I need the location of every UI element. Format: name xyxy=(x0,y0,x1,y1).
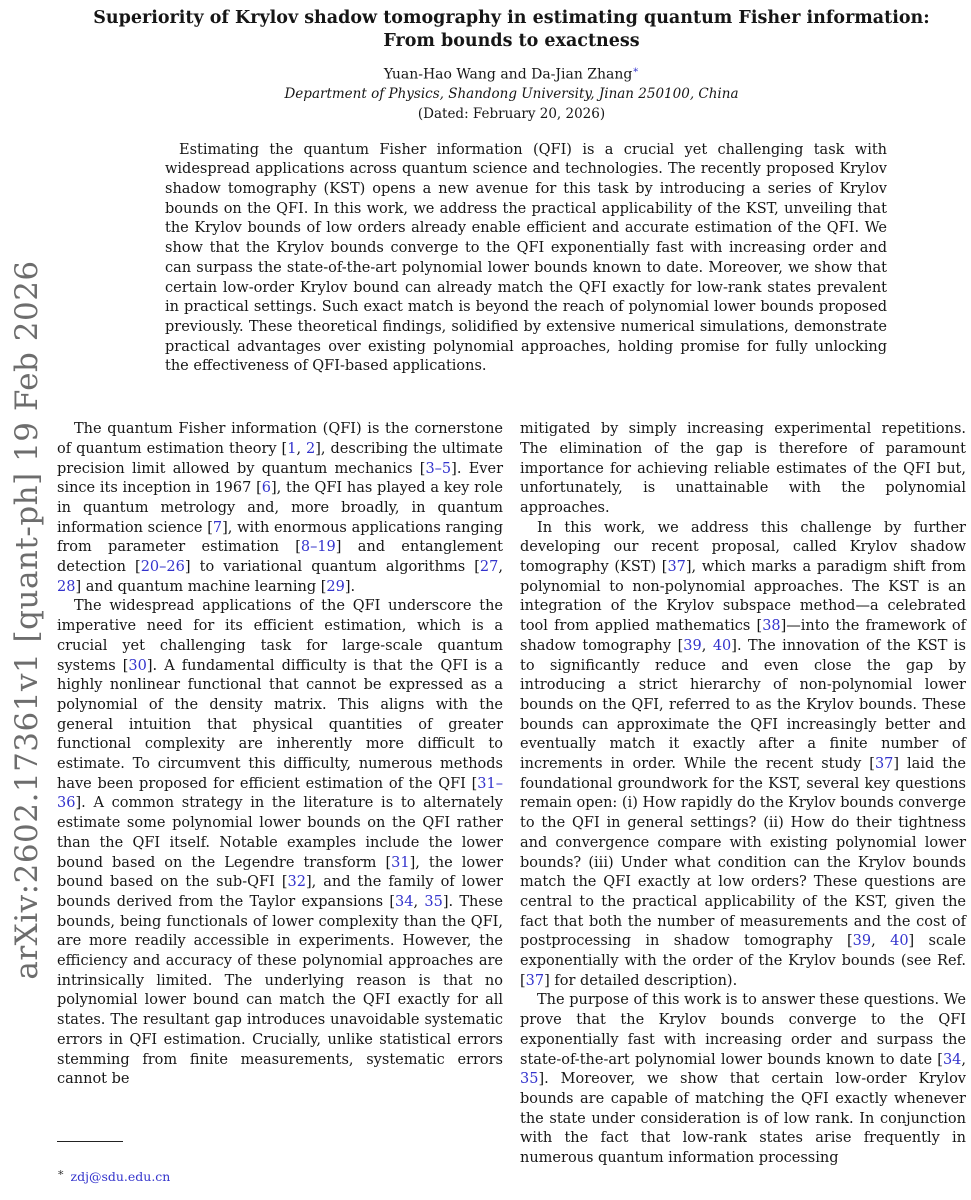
citation-link[interactable]: 37 xyxy=(525,972,545,989)
citation-link[interactable]: 3–5 xyxy=(425,460,452,477)
citation-link[interactable]: 35 xyxy=(424,893,443,910)
citation-link[interactable]: 2 xyxy=(306,440,316,457)
citation-link[interactable]: 7 xyxy=(212,519,223,536)
citation-link[interactable]: 34 xyxy=(942,1051,962,1068)
footnote-line xyxy=(57,1166,503,1184)
body-paragraph: mitigated by simply increasing experimental repetitions. The elimination of the gap is therefore of paramount importance for achieving reliable estimates of the QFI but, unfortunately, is unattainable with the polynomial approaches. xyxy=(520,421,966,516)
body-paragraph: The widespread applications of the QFI underscore the imperative need for its efficient estimation, which is a crucial yet challenging task for large-scale quantum systems [30]. A fundamental difficulty is that the QFI is a highly nonlinear functional that cannot be expressed as a polynomial of the density matrix. This aligns with the general intuition that physical quantities of greater functional complexity are inherently more difficult to estimate. To circumvent this difficulty, numerous methods have been proposed for efficient estimation of the QFI [31–36]. A common strategy in the literature is to alternately estimate some polynomial lower bounds on the QFI rather than the QFI itself. Notable examples include the lower bound based on the Legendre transform [31], the lower bound based on the sub-QFI [32], and the family of lower bounds derived from the Taylor expansions [34, 35]. These bounds, being functionals of lower complexity than the QFI, are more readily accessible in experiments. However, the efficiency and accuracy of these polynomial approaches are intrinsically limited. The underlying reason is that no polynomial lower bound can match the QFI exactly for all states. The resultant gap introduces unavoidable systematic errors in QFI estimation. Crucially, unlike statistical errors stemming from finite measurements, systematic errors cannot be xyxy=(57,598,504,1088)
footnote-email-link[interactable]: zdj@sdu.edu.cn xyxy=(70,1169,171,1185)
body-columns xyxy=(57,420,966,1169)
citation-link[interactable]: 31–36 xyxy=(57,775,503,812)
citation-link[interactable]: 37 xyxy=(667,559,686,576)
footnote-block xyxy=(57,1141,503,1184)
paper-content xyxy=(57,0,966,1169)
citation-link[interactable]: 40 xyxy=(890,933,909,950)
paper-title-line2: From bounds to exactness xyxy=(383,30,640,51)
citation-link[interactable]: 8–19 xyxy=(300,539,336,556)
author-line xyxy=(57,65,966,83)
citation-link[interactable]: 27 xyxy=(479,559,499,576)
paper-title-line1: Superiority of Krylov shadow tomography in estimating quantum Fisher information: xyxy=(93,8,930,28)
author-footnote-link[interactable]: ∗ xyxy=(632,65,640,76)
body-paragraph: The quantum Fisher information (QFI) is the cornerstone of quantum estimation theory [1, 2], describing the ultimate precision limit allowed by quantum mechanics [3–5]. Ever since its inception in 1967 [6], the QFI has played a key role in quantum metrology and, more broadly, in quantum information science [7], with enormous applications ranging from parameter estimation [8–19] and entanglement detection [20–26] to variational quantum algorithms [27, 28] and quantum machine learning [29]. xyxy=(57,421,503,595)
citation-link[interactable]: 38 xyxy=(762,618,781,635)
citation-link[interactable]: 40 xyxy=(712,637,732,654)
body-paragraph: In this work, we address this challenge by further developing our recent proposal, called Krylov shadow tomography (KST) [37], which marks a paradigm shift from polynomial to non-polynomial approaches. The KST is an integration of the Krylov subspace method—a celebrated tool from applied mathematics [38]—into the framework of shadow tomography [39, 40]. The innovation of the KST is to significantly reduce and even close the gap by introducing a strict hierarchy of non-polynomial lower bounds on the QFI, referred to as the Krylov bounds. These bounds can approximate the QFI increasingly better and eventually match it exactly after a finite number of increments in order. While the recent study [37] laid the foundational groundwork for the KST, several key questions remain open: (i) How rapidly do the Krylov bounds converge to the QFI in general settings? (ii) How do their tightness and convergence compare with existing polynomial lower bounds? (iii) Under what condition can the Krylov bounds match the QFI exactly at low orders? These questions are central to the practical applicability of the KST, given the fact that both the number of measurements and the cost of postprocessing in shadow tomography [39, 40] scale exponentially with the order of the Krylov bounds (see Ref. [37] for detailed description). xyxy=(520,519,966,989)
citation-link[interactable]: 32 xyxy=(287,874,306,891)
citation-link[interactable]: 30 xyxy=(128,657,147,674)
dateline: (Dated: February 20, 2026) xyxy=(417,105,606,122)
citation-link[interactable]: 37 xyxy=(874,756,894,773)
arxiv-watermark: arXiv:2602.17361v1 [quant-ph] 19 Feb 2026 xyxy=(9,260,45,980)
citation-link[interactable]: 39 xyxy=(852,933,872,950)
citation-link[interactable]: 39 xyxy=(683,637,702,654)
body-paragraph: The purpose of this work is to answer these questions. We prove that the Krylov bounds converge to the QFI exponentially fast with increasing order and surpass the state-of-the-art polynomial lower bounds known to date [34, 35]. Moreover, we show that certain low-order Krylov bounds are capable of matching the QFI exactly whenever the state under consideration is of low rank. In conjunction with the fact that low-rank states arise frequently in numerous quantum information processing xyxy=(520,992,966,1167)
footnote-marker: ∗ xyxy=(57,1166,65,1179)
citation-link[interactable]: 34 xyxy=(395,893,414,910)
affiliation: Department of Physics, Shandong University, Jinan 250100, China xyxy=(284,85,739,102)
author-names: Yuan-Hao Wang and Da-Jian Zhang xyxy=(383,66,633,83)
citation-link[interactable]: 1 xyxy=(287,440,297,457)
footnote-rule xyxy=(57,1141,123,1142)
paper-title xyxy=(57,7,966,52)
citation-link[interactable]: 20–26 xyxy=(140,559,185,576)
right-column xyxy=(520,420,966,1169)
citation-link[interactable]: 35 xyxy=(520,1071,539,1088)
citation-link[interactable]: 29 xyxy=(326,578,345,595)
abstract xyxy=(165,141,887,377)
citation-link[interactable]: 6 xyxy=(261,480,271,497)
left-column xyxy=(57,420,503,1169)
citation-link[interactable]: 31 xyxy=(391,854,410,871)
abstract-text: Estimating the quantum Fisher information (QFI) is a crucial yet challenging task with widespread applications across quantum science and technologies. The recently proposed Krylov shadow tomography (KST) opens a new avenue for this task by introducing a series of Krylov bounds on the QFI. In this work, we address the practical applicability of the KST, unveiling that the Krylov bounds of low orders already enable efficient and accurate estimation of the QFI. We show that the Krylov bounds converge to the QFI exponentially fast with increasing order and can surpass the state-of-the-art polynomial lower bounds known to date. Moreover, we show that certain low-order Krylov bound can already match the QFI exactly for low-rank states prevalent in practical settings. Such exact match is beyond the reach of polynomial lower bounds proposed previously. These theoretical findings, solidified by extensive numerical simulations, demonstrate practical advantages over existing polynomial approaches, holding promise for fully unlocking the effectiveness of QFI-based applications. xyxy=(165,141,887,375)
citation-link[interactable]: 28 xyxy=(57,578,76,595)
